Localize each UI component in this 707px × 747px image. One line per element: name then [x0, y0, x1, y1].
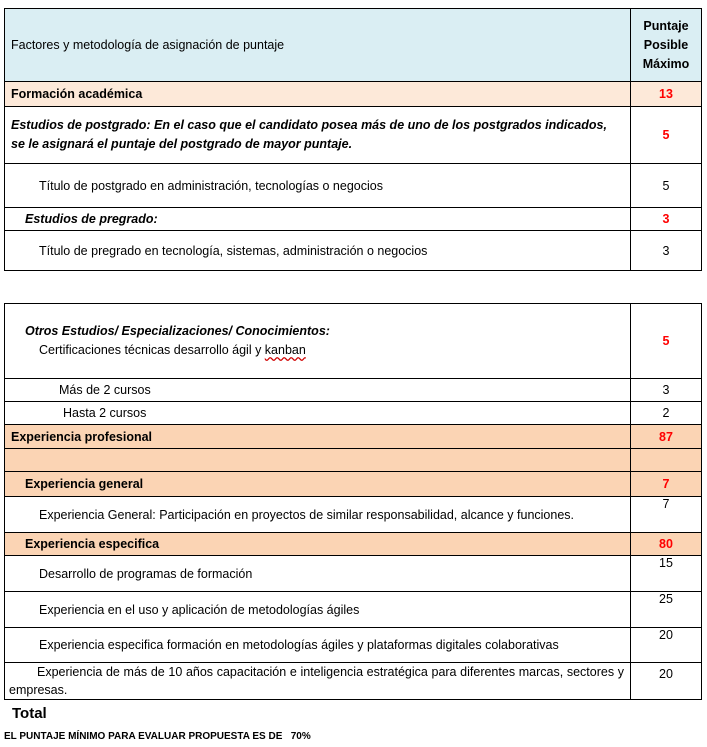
row-label: Otros Estudios/ Especializaciones/ Conocimientos:	[25, 324, 330, 338]
row-label: Experiencia General: Participación en proyectos de similar responsabilidad, alcance y funciones.	[5, 497, 631, 533]
row-label: Estudios de postgrado: En el caso que el candidato posea más de uno de los postgrados indicados, se le asignará el puntaje del postgrado de mayor puntaje.	[5, 107, 631, 164]
spellcheck-flagged-word: kanban	[264, 343, 306, 357]
row-label: Experiencia en el uso y aplicación de metodologías ágiles	[5, 592, 631, 628]
row-postgrado	[5, 107, 702, 164]
table-row	[5, 628, 702, 663]
row-points: 15	[631, 556, 702, 592]
scoring-table-experience	[4, 303, 702, 700]
row-experiencia-general	[5, 472, 702, 497]
row-label: Experiencia general	[5, 472, 631, 497]
row-points: 20	[631, 663, 702, 700]
row-experiencia-profesional	[5, 425, 702, 449]
row-label: Título de pregrado en tecnología, sistemas, administración o negocios	[5, 231, 631, 271]
row-label: Estudios de pregrado:	[5, 208, 631, 231]
row-points: 2	[631, 402, 702, 425]
row-formacion	[5, 82, 702, 107]
row-otros-estudios	[5, 304, 702, 379]
row-postgrado-item	[5, 164, 702, 208]
table-row	[5, 663, 702, 700]
header-points: Puntaje Posible Máximo	[631, 9, 702, 82]
table-row	[5, 592, 702, 628]
minimum-score-note: EL PUNTAJE MÍNIMO PARA EVALUAR PROPUESTA ES DE 70%	[4, 731, 311, 742]
row-points: 80	[631, 533, 702, 556]
row-label: Experiencia especifica formación en metodologías ágiles y plataformas digitales colaborativas	[5, 628, 631, 663]
empty-cell	[5, 449, 631, 472]
row-points: 20	[631, 628, 702, 663]
scoring-table-academic	[4, 8, 702, 271]
row-points: 3	[631, 208, 702, 231]
row-points: 5	[631, 304, 702, 379]
row-label: Hasta 2 cursos	[5, 402, 631, 425]
row-points: 5	[631, 164, 702, 208]
row-hasta-2-cursos	[5, 402, 702, 425]
sublabel-text: Certificaciones técnicas desarrollo ágil y	[39, 343, 265, 357]
row-experiencia-general-item	[5, 497, 702, 533]
row-points: 87	[631, 425, 702, 449]
row-points: 3	[631, 231, 702, 271]
row-points: 3	[631, 379, 702, 402]
row-label: Desarrollo de programas de formación	[5, 556, 631, 592]
row-label: Experiencia de más de 10 años capacitación e inteligencia estratégica para diferentes marcas, sectores y empresas.	[5, 663, 631, 700]
row-points: 25	[631, 592, 702, 628]
row-label: Más de 2 cursos	[5, 379, 631, 402]
total-label: Total	[12, 705, 47, 722]
header-row	[5, 9, 702, 82]
row-label: Formación académica	[5, 82, 631, 107]
row-label: Título de postgrado en administración, tecnologías o negocios	[5, 164, 631, 208]
row-label: Experiencia profesional	[5, 425, 631, 449]
row-experiencia-especifica	[5, 533, 702, 556]
row-label: Experiencia especifica	[5, 533, 631, 556]
row-points: 7	[631, 472, 702, 497]
row-pregrado-item	[5, 231, 702, 271]
row-sublabel	[25, 341, 624, 360]
empty-cell	[631, 449, 702, 472]
row-mas-2-cursos	[5, 379, 702, 402]
row-points: 13	[631, 82, 702, 107]
row-label-cell	[5, 304, 631, 379]
row-points: 7	[631, 497, 702, 533]
row-points: 5	[631, 107, 702, 164]
row-empty	[5, 449, 702, 472]
header-factors: Factores y metodología de asignación de puntaje	[5, 9, 631, 82]
row-pregrado	[5, 208, 702, 231]
table-row	[5, 556, 702, 592]
